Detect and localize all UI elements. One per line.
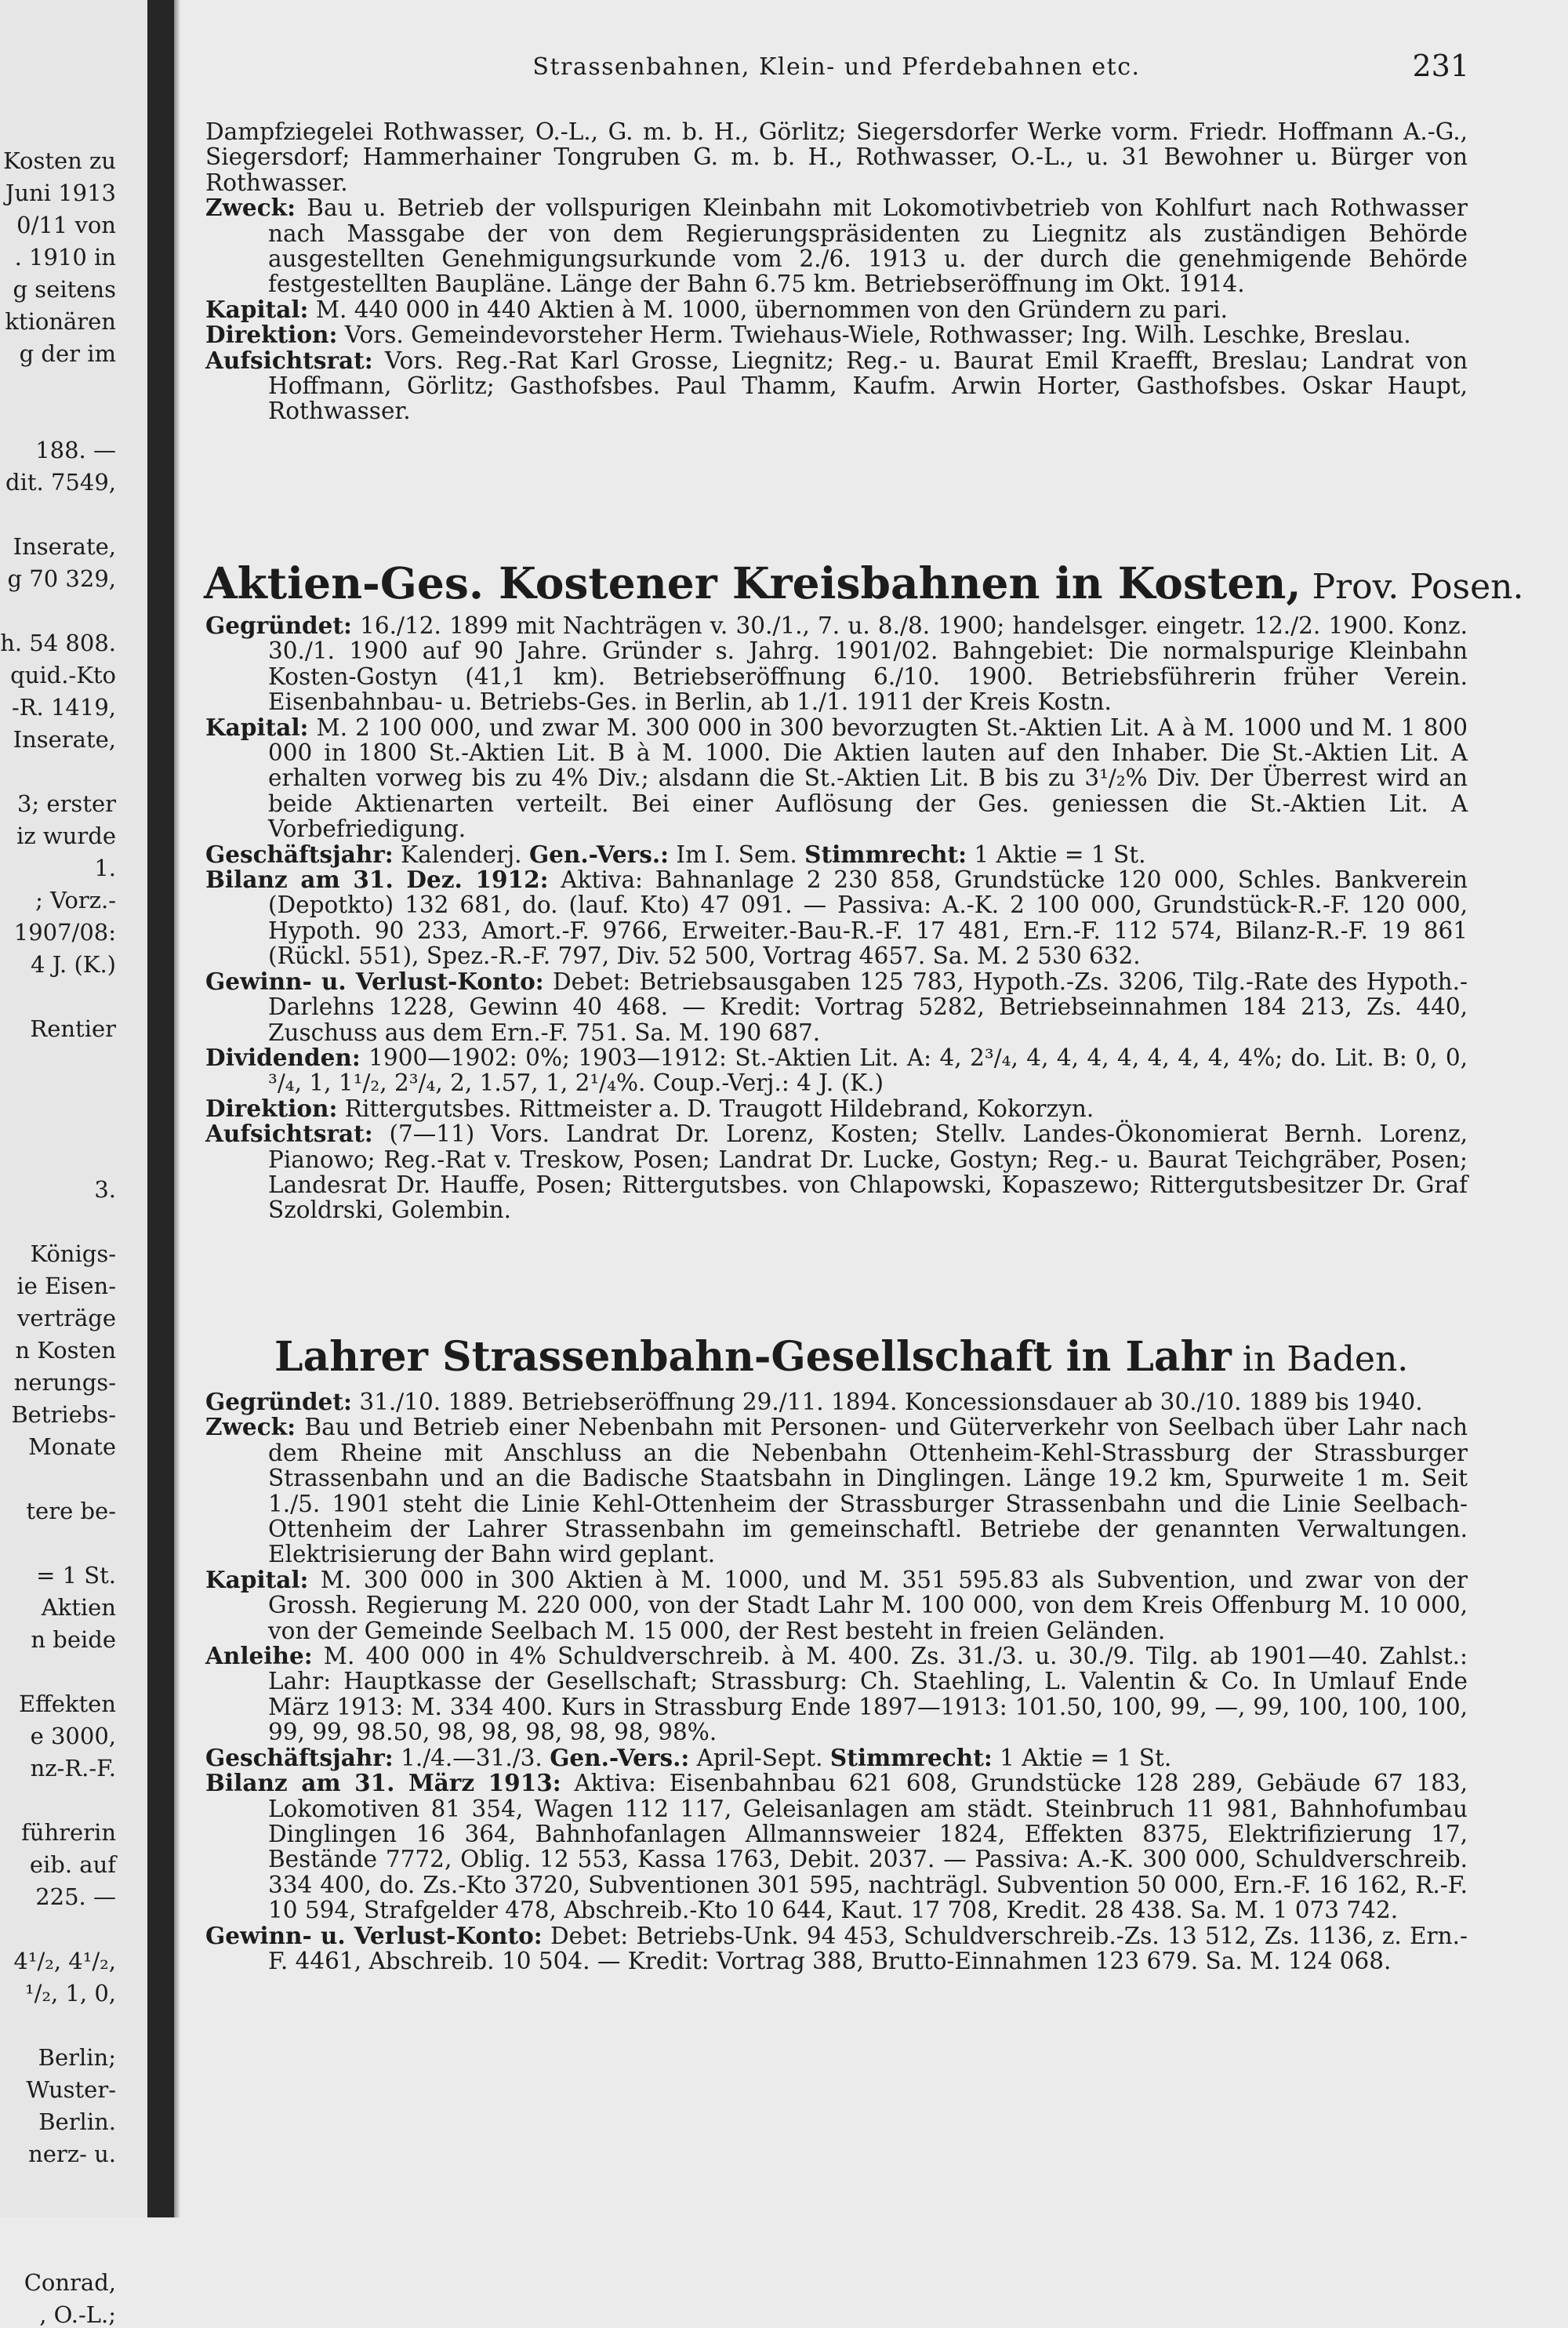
left-page-fragment: nz-R.-F.: [30, 1755, 116, 1781]
entry-paragraph: [205, 1415, 1468, 1567]
entry-text: April-Sept.: [689, 1744, 830, 1771]
left-page-fragment: Conrad,: [24, 2269, 116, 2296]
entry-label: Kapital:: [205, 295, 309, 323]
entry-paragraph: [205, 1923, 1468, 1974]
left-page-fragment: ; Vorz.-: [35, 887, 116, 913]
left-page-fragment: nerz- u.: [28, 2141, 116, 2167]
entry-label: Direktion:: [205, 1094, 338, 1122]
section-heading-lahrer: [274, 1333, 1537, 1384]
entry-text: Bau und Betrieb einer Nebenbahn mit Personen- und Güterverkehr von Seelbach über Lahr nach dem Rheine mit Anschluss an die Nebenbahn Ottenheim-Kehl-Strassburg der Strassburger Strassenbahn und an die Badische Staatsbahn in Dinglingen. Länge 19.2 km, Spurweite 1 m. Seit 1./5. 1901 steht die Linie Kehl-Ottenheim der Strassburger Strassenbahn und die Linie Seelbach-Ottenheim der Lahrer Strassenbahn im gemeinschaftl. Betriebe der genannten Verwaltungen. Elektrisierung der Bahn wird geplant.: [268, 1414, 1468, 1568]
entry-text: Aktiva: Eisenbahnbau 621 608, Grundstücke 128 289, Gebäude 67 183, Lokomotiven 81 354, Wagen 112 117, Geleisanlagen am städt. Steinbruch 11 981, Bahnhofumbau Dinglingen 16 364, Bahnhofanlagen Allmannsweier 1824, Effekten 8375, Elektrifizierung 17, Bestände 7772, Oblig. 12 553, Kassa 1763, Debit. 2037. — Passiva: A.-K. 300 000, Schuldverschreib. 334 400, do. Zs.-Kto 3720, Subventionen 301 595, nachträgl. Subvention 50 000, Ern.-F. 16 162, R.-F. 10 594, Strafgelder 478, Abschreib.-Kto 10 644, Kaut. 17 708, Kredit. 28 438. Sa. M. 1 073 742.: [268, 1770, 1468, 1924]
entry-label: Anleihe:: [205, 1642, 313, 1670]
entry-paragraph: [205, 1096, 1468, 1121]
entry-label: Gen.-Vers.:: [550, 1743, 690, 1771]
left-page-fragment: Berlin;: [38, 2044, 116, 2071]
left-page-fragment: ktionären: [5, 308, 116, 335]
entry-text: Kalenderj.: [393, 841, 529, 868]
entry-paragraph: [205, 1643, 1468, 1745]
left-page-fragment: Wuster-: [26, 2076, 116, 2103]
entry-text: Debet: Betriebs-Unk. 94 453, Schuldverschreib.-Zs. 13 512, Zs. 1136, z. Ern.-F. 4461, Abschreib. 10 504. — Kredit: Vortrag 388, Brutto-Einnahmen 123 679. Sa. M. 124 068.: [268, 1922, 1468, 1974]
page-number: 231: [1412, 49, 1469, 83]
left-page-fragment: quid.-Kto: [10, 662, 116, 688]
left-page-fragment: iz wurde: [16, 823, 116, 849]
entry-text: (7—11) Vors. Landrat Dr. Lorenz, Kosten; Stellv. Landes-Ökonomierat Bernh. Lorenz, Pianowo; Reg.-Rat v. Treskow, Posen; Landrat Dr. Lucke, Gostyn; Reg.- u. Baurat Teichgräber, Posen; Landesrat Dr. Hauffe, Posen; Rittergutsbes. von Chlapowski, Kopaszewo; Rittergutsbesitzer Dr. Graf Szoldrski, Golembin.: [268, 1120, 1468, 1224]
left-page-fragment: Juni 1913: [5, 180, 116, 206]
entry-paragraph: [205, 842, 1468, 867]
entry-text: 16./12. 1899 mit Nachträgen v. 30./1., 7. u. 8./8. 1900; handelsger. eingetr. 12./2. 1900. Konz. 30./1. 1900 auf 90 Jahre. Gründer s. Jahrg. 1901/02. Bahngebiet: Die normalspurige Kleinbahn Kosten-Gostyn (41,1 km). Betriebseröffnung 6./10. 1900. Betriebsführerin früher Verein. Eisenbahnbau- u. Betriebs-Ges. in Berlin, ab 1./1. 1911 der Kreis Kostn.: [268, 612, 1468, 716]
entry-label: Direktion:: [205, 321, 338, 349]
left-page-fragment: 4 J. (K.): [31, 951, 116, 978]
left-page-fragment: 225. —: [35, 1883, 116, 1910]
left-page-fragment: n Kosten: [15, 1337, 116, 1364]
entry-text: M. 440 000 in 440 Aktien à M. 1000, übernommen von den Gründern zu pari.: [308, 296, 1228, 323]
left-page-fragment: Monate: [28, 1433, 116, 1460]
entry-label: Gegründet:: [205, 1388, 352, 1415]
entry-text: M. 300 000 in 300 Aktien à M. 1000, und M. 351 595.83 als Subvention, und zwar von der Grossh. Regierung M. 220 000, von der Stadt Lahr M. 100 000, von dem Kreis Offenburg M. 10 000, von der Gemeinde Seelbach M. 15 000, der Rest besteht in freien Geländen.: [268, 1566, 1468, 1644]
section-heading-kostener: [204, 557, 1524, 612]
left-page-fragment: nerungs-: [13, 1369, 116, 1396]
left-page-fragment: , O.-L.;: [39, 2301, 116, 2328]
left-page-fragment: 4¹/₂, 4¹/₂,: [13, 1948, 116, 1974]
section-title: Aktien-Ges. Kostener Kreisbahnen in Kosten,: [204, 557, 1301, 608]
page: [204, 0, 1524, 2217]
left-page-fragment: . 1910 in: [14, 244, 116, 271]
entry-label: Dividenden:: [205, 1043, 361, 1071]
entry-label: Zweck:: [205, 194, 296, 222]
section-title-region: in Baden.: [1231, 1339, 1409, 1379]
entry-label: Aufsichtsrat:: [205, 346, 373, 374]
left-page-fragment: 3; erster: [16, 790, 116, 817]
running-title: Strassenbahnen, Klein- und Pferdebahnen etc.: [532, 53, 1141, 81]
left-page-fragment: Aktien: [41, 1594, 116, 1621]
entry-label: Stimmrecht:: [829, 1743, 993, 1771]
entry-label: Bilanz am 31. März 1913:: [205, 1769, 561, 1797]
section-body-kostener: [205, 613, 1468, 1223]
entry-paragraph: [205, 969, 1468, 1045]
left-page-fragment: Effekten: [18, 1691, 116, 1717]
entry-text: M. 400 000 in 4% Schuldverschreib. à M. 400. Zs. 31./3. u. 30./9. Tilg. ab 1901—40. Zahlst.: Lahr: Hauptkasse der Gesellschaft; Strassburg: Ch. Staehling, L. Valentin & Co. In Umlauf Ende März 1913: M. 334 400. Kurs in Strassburg Ende 1897—1913: 101.50, 100, 99, —, 99, 100, 100, 100, 99, 99, 98.50, 98, 98, 98, 98, 98, 98%.: [268, 1643, 1468, 1746]
left-page-fragment: eib. auf: [29, 1851, 116, 1878]
entry-paragraph: [205, 1389, 1468, 1415]
previous-entry-fields: [205, 195, 1468, 424]
entry-text: Vors. Reg.-Rat Karl Grosse, Liegnitz; Reg.- u. Baurat Emil Kraefft, Breslau; Landrat von Hoffmann, Görlitz; Gasthofsbes. Paul Thamm, Kaufm. Arwin Horter, Gasthofsbes. Oskar Haupt, Rothwasser.: [268, 347, 1468, 425]
entry-text: 1900—1902: 0%; 1903—1912: St.-Aktien Lit. A: 4, 2³/₄, 4, 4, 4, 4, 4, 4, 4, 4%; do. Lit. B: 0, 0, ³/₄, 1, 1¹/₂, 2³/₄, 2, 1.57, 1, 2¹/₄%. Coup.-Verj.: 4 J. (K.): [268, 1044, 1468, 1097]
entry-text: 1./4.—31./3.: [393, 1744, 550, 1771]
left-page-fragment: verträge: [17, 1305, 116, 1331]
section-title: Lahrer Strassenbahn-Gesellschaft in Lahr: [274, 1333, 1232, 1381]
entry-paragraph: [205, 613, 1468, 715]
gutter-shadow: [174, 0, 180, 2217]
entry-label: Kapital:: [205, 1565, 309, 1593]
entry-label: Geschäftsjahr:: [205, 1743, 394, 1771]
left-page-edge: [0, 0, 147, 2328]
entry-label: Stimmrecht:: [804, 840, 967, 868]
left-page-fragment: tere be-: [26, 1498, 116, 1524]
left-page-fragment: Königs-: [30, 1240, 116, 1267]
entry-text: Debet: Betriebsausgaben 125 783, Hypoth.-Zs. 3206, Tilg.-Rate des Hypoth.-Darlehns 1228, Gewinn 40 468. — Kredit: Vortrag 5282, Betriebseinnahmen 184 213, Zs. 440, Zuschuss aus dem Ern.-F. 751. Sa. M. 190 687.: [268, 968, 1468, 1046]
left-page-fragment: e 3000,: [30, 1723, 116, 1749]
left-page-fragment: ¹/₂, 1, 0,: [24, 1980, 116, 2007]
left-page-fragment: -R. 1419,: [11, 694, 116, 721]
entry-text: M. 2 100 000, und zwar M. 300 000 in 300 bevorzugten St.-Aktien Lit. A à M. 1000 und M. 1 800 000 in 1800 St.-Aktien Lit. B à M. 1000. Die Aktien lauten auf den Inhaber. Die St.-Aktien Lit. A erhalten vorweg bis zu 4% Div.; alsdann die St.-Aktien Lit. B bis zu 3¹/₂% Div. Der Überrest wird an beide Aktienarten verteilt. Bei einer Auflösung der Ges. geniessen die St.-Aktien Lit. A Vorbefriedigung.: [268, 714, 1468, 843]
left-page-fragment: 0/11 von: [16, 212, 116, 238]
entry-label: Gegründet:: [205, 612, 352, 639]
entry-label: Gewinn- u. Verlust-Konto:: [205, 967, 544, 995]
left-page-fragment: = 1 St.: [36, 1562, 116, 1589]
left-page-fragment: Berlin.: [38, 2108, 116, 2135]
entry-text: Im I. Sem.: [668, 841, 805, 868]
entry-paragraph: [205, 1567, 1468, 1643]
left-page-fragment: 1907/08:: [13, 919, 116, 946]
entry-text: 1 Aktie = 1 St.: [966, 841, 1146, 868]
book-gutter: [147, 0, 174, 2217]
left-page-fragment: g der im: [19, 340, 116, 367]
left-page-fragment: ie Eisen-: [16, 1273, 116, 1299]
entry-paragraph: [205, 297, 1468, 322]
entry-text: Bau u. Betrieb der vollspurigen Kleinbahn mit Lokomotivbetrieb von Kohlfurt nach Rothwasser nach Massgabe der von dem Regierungspräsidenten zu Liegnitz als zuständigen Behörde ausgestellten Genehmigungsurkunde vom 2./6. 1913 u. der durch die genehmigende Behörde festgestellten Baupläne. Länge der Bahn 6.75 km. Betriebseröffnung im Okt. 1914.: [268, 194, 1468, 298]
entry-label: Gewinn- u. Verlust-Konto:: [205, 1921, 543, 1949]
entry-text: Aktiva: Bahnanlage 2 230 858, Grundstücke 120 000, Schles. Bankverein (Depotkto) 132 681, do. (lauf. Kto) 47 091. — Passiva: A.-K. 2 100 000, Grundstück-R.-F. 120 000, Hypoth. 90 233, Amort.-F. 9766, Erweiter.-Bau-R.-F. 17 481, Ern.-F. 112 574, Bilanz-R.-F. 19 861 (Rückl. 551), Spez.-R.-F. 797, Div. 52 500, Vortrag 4657. Sa. M. 2 530 632.: [268, 866, 1468, 970]
entry-label: Geschäftsjahr:: [205, 840, 394, 868]
entry-text: 31./10. 1889. Betriebseröffnung 29./11. 1894. Koncessionsdauer ab 30./10. 1889 bis 1940.: [351, 1389, 1423, 1415]
entry-paragraph: [205, 715, 1468, 842]
entry-paragraph: [205, 1745, 1468, 1771]
left-page-fragment: 1.: [94, 855, 116, 881]
running-head: [205, 49, 1469, 85]
left-page-fragment: dit. 7549,: [5, 469, 116, 496]
previous-entry-continuation: [205, 119, 1468, 424]
entry-paragraph: [205, 1121, 1468, 1223]
entry-paragraph: [205, 195, 1468, 297]
left-page-fragment: Rentier: [30, 1015, 116, 1042]
left-page-fragment: g seitens: [13, 276, 116, 303]
entry-paragraph: [205, 1771, 1468, 1923]
entry-text: Rittergutsbes. Rittmeister a. D. Traugott Hildebrand, Kokorzyn.: [337, 1095, 1094, 1122]
left-page-fragment: 188. —: [35, 437, 116, 463]
entry-label: Zweck:: [205, 1413, 296, 1441]
entry-label: Gen.-Vers.:: [528, 840, 669, 868]
left-page-fragment: 3.: [94, 1176, 116, 1203]
left-page-fragment: n beide: [31, 1626, 116, 1653]
entry-text: Vors. Gemeindevorsteher Herm. Twiehaus-Wiele, Rothwasser; Ing. Wilh. Leschke, Breslau.: [337, 321, 1411, 349]
left-page-fragment: Inserate,: [13, 726, 116, 753]
entry-paragraph: [205, 322, 1468, 347]
entry-paragraph: [205, 1045, 1468, 1096]
continuation-text: Dampfziegelei Rothwasser, O.-L., G. m. b. H., Görlitz; Siegersdorfer Werke vorm. Friedr. Hoffmann A.-G., Siegersdorf; Hammerhainer Tongruben G. m. b. H., Rothwasser, O.-L., u. 31 Bewohner u. Bürger von Rothwasser.: [205, 118, 1468, 196]
entry-label: Kapital:: [205, 713, 309, 741]
entry-paragraph: [205, 348, 1468, 424]
left-page-fragment: Kosten zu: [3, 147, 116, 174]
entry-label: Bilanz am 31. Dez. 1912:: [205, 866, 549, 894]
entry-text: 1 Aktie = 1 St.: [992, 1744, 1172, 1771]
section-body-lahrer: [205, 1389, 1468, 1974]
section-title-region: Prov. Posen.: [1301, 567, 1524, 607]
entry-paragraph: [205, 867, 1468, 969]
entry-label: Aufsichtsrat:: [205, 1120, 373, 1148]
left-page-fragment: h. 54 808.: [0, 630, 116, 656]
left-page-fragment: Inserate,: [13, 533, 116, 560]
left-page-fragment: g 70 329,: [7, 565, 116, 592]
left-page-fragment: Betriebs-: [11, 1401, 116, 1428]
left-page-fragment: führerin: [21, 1819, 116, 1846]
